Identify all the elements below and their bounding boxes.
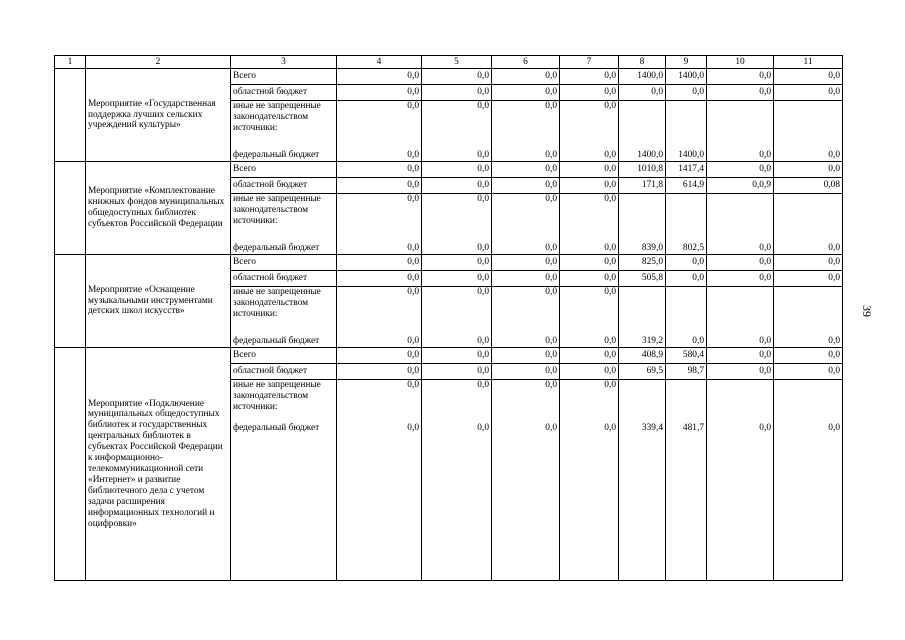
header-cell-2: 2 bbox=[86, 56, 231, 69]
value-federal: 802,5 bbox=[682, 243, 704, 254]
value-cell: 0,0 bbox=[337, 69, 422, 85]
value-stack-cell bbox=[666, 287, 707, 348]
value-other: 0,0 bbox=[407, 287, 419, 297]
value-cell: 614,9 bbox=[666, 178, 707, 194]
value-other: 0,0 bbox=[407, 194, 419, 204]
event-name: Мероприятие «Оснащение музыкальными инструментами детских школ искусств» bbox=[86, 255, 231, 348]
value-cell: 0,0 bbox=[774, 162, 843, 178]
value-federal: 0,0 bbox=[407, 243, 419, 254]
value-other: 0,0 bbox=[545, 101, 557, 111]
value-cell: 0,0 bbox=[337, 364, 422, 380]
header-cell-8: 8 bbox=[619, 56, 666, 69]
value-cell: 98,7 bbox=[666, 364, 707, 380]
value-cell: 0,0 bbox=[337, 178, 422, 194]
value-stack-cell bbox=[774, 380, 843, 581]
source-total-label: Всего bbox=[231, 69, 337, 85]
value-stack-cell bbox=[492, 287, 560, 348]
row-number-cell bbox=[55, 162, 86, 255]
value-stack-cell bbox=[666, 380, 707, 581]
header-row bbox=[55, 56, 843, 69]
value-cell: 0,0 bbox=[666, 255, 707, 271]
header-cell-6: 6 bbox=[492, 56, 560, 69]
value-federal: 0,0 bbox=[828, 423, 840, 434]
value-stack-cell bbox=[619, 287, 666, 348]
value-stack-cell bbox=[422, 380, 492, 581]
value-cell: 1010,8 bbox=[619, 162, 666, 178]
value-cell: 0,0 bbox=[492, 271, 560, 287]
value-federal: 0,0 bbox=[692, 336, 704, 347]
source-regional-label: областной бюджет bbox=[231, 178, 337, 194]
value-cell: 825,0 bbox=[619, 255, 666, 271]
source-federal-label: федеральный бюджет bbox=[233, 423, 320, 434]
value-cell: 0,0 bbox=[422, 271, 492, 287]
value-stack-cell bbox=[619, 194, 666, 255]
source-other-label: иные не запрещенные законодательством источники: bbox=[233, 287, 321, 319]
table-row bbox=[55, 255, 843, 271]
value-cell: 0,0,9 bbox=[707, 178, 774, 194]
value-cell: 0,0 bbox=[666, 85, 707, 101]
value-cell: 0,0 bbox=[337, 255, 422, 271]
value-other: 0,0 bbox=[604, 101, 616, 111]
value-cell: 408,9 bbox=[619, 348, 666, 364]
value-cell: 0,0 bbox=[560, 271, 619, 287]
value-other: 0,0 bbox=[477, 101, 489, 111]
value-cell: 0,0 bbox=[560, 255, 619, 271]
value-other: 0,0 bbox=[477, 287, 489, 297]
value-other: 0,0 bbox=[604, 194, 616, 204]
value-federal: 0,0 bbox=[604, 150, 616, 161]
value-cell: 0,0 bbox=[560, 162, 619, 178]
value-cell: 0,0 bbox=[422, 178, 492, 194]
value-cell: 0,0 bbox=[492, 178, 560, 194]
value-cell: 0,0 bbox=[560, 69, 619, 85]
value-cell: 0,0 bbox=[492, 69, 560, 85]
row-number-cell bbox=[55, 69, 86, 162]
header-cell-4: 4 bbox=[337, 56, 422, 69]
source-other-label: иные не запрещенные законодательством источники: bbox=[233, 380, 321, 412]
value-cell: 0,0 bbox=[422, 255, 492, 271]
row-number-cell bbox=[55, 255, 86, 348]
value-cell: 580,4 bbox=[666, 348, 707, 364]
value-stack-cell bbox=[337, 380, 422, 581]
event-name: Мероприятие «Подключение муниципальных общедоступных библиотек и государственных центральных библиотек в субъектах Российской Федерации к информационно-телекоммуникационной сети «Интернет» и развитие библиотечного дела с учетом задачи расширения информационных технологий и оцифровки» bbox=[86, 348, 231, 581]
value-stack-cell bbox=[422, 101, 492, 162]
value-cell: 0,0 bbox=[422, 85, 492, 101]
value-stack-cell bbox=[422, 194, 492, 255]
value-cell: 0,0 bbox=[492, 364, 560, 380]
value-cell: 1400,0 bbox=[666, 69, 707, 85]
value-stack-cell bbox=[774, 287, 843, 348]
source-regional-label: областной бюджет bbox=[231, 85, 337, 101]
budget-table bbox=[54, 55, 843, 581]
header-cell-11: 11 bbox=[774, 56, 843, 69]
value-cell: 0,0 bbox=[337, 162, 422, 178]
value-cell: 0,0 bbox=[707, 348, 774, 364]
value-stack-cell bbox=[337, 287, 422, 348]
value-federal: 0,0 bbox=[545, 150, 557, 161]
value-federal: 0,0 bbox=[477, 243, 489, 254]
value-cell: 171,8 bbox=[619, 178, 666, 194]
header-cell-9: 9 bbox=[666, 56, 707, 69]
value-federal: 0,0 bbox=[759, 423, 771, 434]
value-stack-cell bbox=[774, 194, 843, 255]
row-number-cell bbox=[55, 348, 86, 581]
value-cell: 0,0 bbox=[707, 69, 774, 85]
value-other: 0,0 bbox=[545, 380, 557, 390]
value-cell: 0,0 bbox=[774, 255, 843, 271]
value-cell: 0,0 bbox=[492, 348, 560, 364]
value-federal: 0,0 bbox=[828, 150, 840, 161]
value-cell: 0,0 bbox=[619, 85, 666, 101]
value-other: 0,0 bbox=[545, 194, 557, 204]
header-cell-3: 3 bbox=[231, 56, 337, 69]
value-cell: 0,0 bbox=[422, 162, 492, 178]
value-stack-cell bbox=[492, 194, 560, 255]
value-cell: 0,0 bbox=[422, 364, 492, 380]
value-stack-cell bbox=[337, 101, 422, 162]
value-federal: 0,0 bbox=[604, 423, 616, 434]
event-name: Мероприятие «Государственная поддержка лучших сельских учреждений культуры» bbox=[86, 69, 231, 162]
value-stack-cell bbox=[707, 101, 774, 162]
value-other: 0,0 bbox=[407, 101, 419, 111]
source-regional-label: областной бюджет bbox=[231, 364, 337, 380]
value-federal: 319,2 bbox=[641, 336, 663, 347]
header-cell-5: 5 bbox=[422, 56, 492, 69]
source-other-federal-cell bbox=[231, 380, 337, 581]
value-cell: 0,0 bbox=[560, 178, 619, 194]
source-other-label: иные не запрещенные законодательством источники: bbox=[233, 101, 321, 133]
value-stack-cell bbox=[619, 380, 666, 581]
value-federal: 481,7 bbox=[682, 423, 704, 434]
value-cell: 0,0 bbox=[707, 85, 774, 101]
value-federal: 0,0 bbox=[545, 243, 557, 254]
value-federal: 0,0 bbox=[604, 336, 616, 347]
value-stack-cell bbox=[707, 380, 774, 581]
source-total-label: Всего bbox=[231, 162, 337, 178]
value-federal: 0,0 bbox=[828, 336, 840, 347]
source-other-federal-cell bbox=[231, 101, 337, 162]
value-cell: 0,0 bbox=[774, 348, 843, 364]
value-cell: 69,5 bbox=[619, 364, 666, 380]
value-stack-cell bbox=[492, 101, 560, 162]
value-federal: 0,0 bbox=[828, 243, 840, 254]
value-stack-cell bbox=[492, 380, 560, 581]
value-cell: 505,8 bbox=[619, 271, 666, 287]
value-cell: 0,0 bbox=[707, 271, 774, 287]
value-stack-cell bbox=[560, 101, 619, 162]
value-stack-cell bbox=[666, 194, 707, 255]
value-other: 0,0 bbox=[545, 287, 557, 297]
value-federal: 839,0 bbox=[641, 243, 663, 254]
value-cell: 0,0 bbox=[707, 162, 774, 178]
value-other: 0,0 bbox=[477, 194, 489, 204]
value-federal: 0,0 bbox=[759, 150, 771, 161]
table-row bbox=[55, 69, 843, 85]
value-federal: 0,0 bbox=[477, 423, 489, 434]
source-total-label: Всего bbox=[231, 255, 337, 271]
value-cell: 0,0 bbox=[422, 348, 492, 364]
value-cell: 0,0 bbox=[492, 85, 560, 101]
value-cell: 0,0 bbox=[707, 255, 774, 271]
value-cell: 0,0 bbox=[774, 85, 843, 101]
value-federal: 0,0 bbox=[545, 336, 557, 347]
table-row bbox=[55, 162, 843, 178]
value-federal: 0,0 bbox=[407, 150, 419, 161]
value-stack-cell bbox=[560, 380, 619, 581]
source-other-label: иные не запрещенные законодательством источники: bbox=[233, 194, 321, 226]
source-federal-label: федеральный бюджет bbox=[233, 336, 320, 347]
value-federal: 0,0 bbox=[477, 150, 489, 161]
value-stack-cell bbox=[337, 194, 422, 255]
value-federal: 1400,0 bbox=[678, 150, 704, 161]
value-cell: 1400,0 bbox=[619, 69, 666, 85]
value-cell: 0,0 bbox=[337, 85, 422, 101]
value-cell: 0,0 bbox=[560, 348, 619, 364]
value-cell: 0,0 bbox=[560, 364, 619, 380]
value-stack-cell bbox=[707, 194, 774, 255]
value-cell: 0,0 bbox=[774, 271, 843, 287]
value-stack-cell bbox=[619, 101, 666, 162]
value-federal: 0,0 bbox=[477, 336, 489, 347]
value-cell: 0,0 bbox=[337, 271, 422, 287]
value-cell: 0,0 bbox=[707, 364, 774, 380]
header-cell-10: 10 bbox=[707, 56, 774, 69]
value-stack-cell bbox=[666, 101, 707, 162]
source-total-label: Всего bbox=[231, 348, 337, 364]
value-other: 0,0 bbox=[407, 380, 419, 390]
source-federal-label: федеральный бюджет bbox=[233, 243, 320, 254]
value-stack-cell bbox=[707, 287, 774, 348]
value-cell: 0,0 bbox=[492, 162, 560, 178]
value-stack-cell bbox=[560, 194, 619, 255]
value-stack-cell bbox=[774, 101, 843, 162]
source-regional-label: областной бюджет bbox=[231, 271, 337, 287]
value-federal: 0,0 bbox=[407, 336, 419, 347]
value-cell: 0,0 bbox=[560, 85, 619, 101]
value-federal: 0,0 bbox=[759, 336, 771, 347]
value-stack-cell bbox=[560, 287, 619, 348]
value-cell: 1417,4 bbox=[666, 162, 707, 178]
value-federal: 0,0 bbox=[407, 423, 419, 434]
value-federal: 0,0 bbox=[759, 243, 771, 254]
value-federal: 1400,0 bbox=[637, 150, 663, 161]
source-other-federal-cell bbox=[231, 194, 337, 255]
value-federal: 339,4 bbox=[641, 423, 663, 434]
header-cell-1: 1 bbox=[55, 56, 86, 69]
value-other: 0,0 bbox=[604, 287, 616, 297]
value-federal: 0,0 bbox=[604, 243, 616, 254]
value-other: 0,0 bbox=[477, 380, 489, 390]
value-other: 0,0 bbox=[604, 380, 616, 390]
value-cell: 0,0 bbox=[422, 69, 492, 85]
value-cell: 0,0 bbox=[774, 69, 843, 85]
source-federal-label: федеральный бюджет bbox=[233, 150, 320, 161]
value-stack-cell bbox=[422, 287, 492, 348]
event-name: Мероприятие «Комплектование книжных фондов муниципальных общедоступных библиотек субъектов Российской Федерации bbox=[86, 162, 231, 255]
page-number: 39 bbox=[860, 305, 874, 317]
value-cell: 0,0 bbox=[492, 255, 560, 271]
value-cell: 0,0 bbox=[774, 364, 843, 380]
value-federal: 0,0 bbox=[545, 423, 557, 434]
value-cell: 0,0 bbox=[666, 271, 707, 287]
value-cell: 0,08 bbox=[774, 178, 843, 194]
header-cell-7: 7 bbox=[560, 56, 619, 69]
source-other-federal-cell bbox=[231, 287, 337, 348]
value-cell: 0,0 bbox=[337, 348, 422, 364]
table-row bbox=[55, 348, 843, 364]
